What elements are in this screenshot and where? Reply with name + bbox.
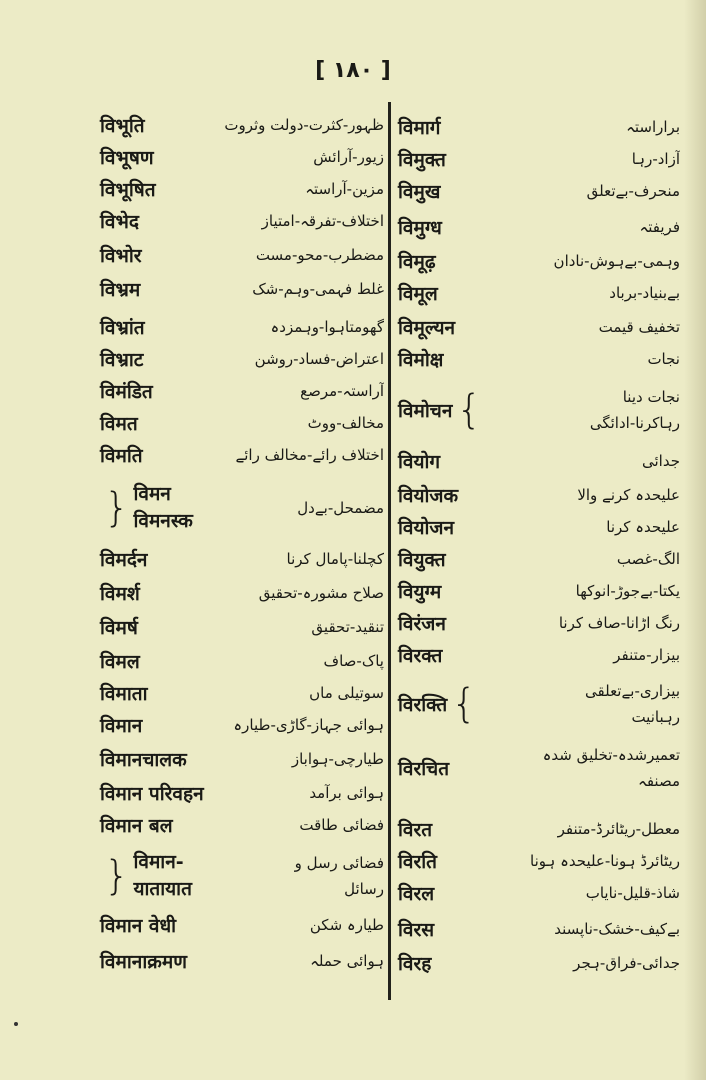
- dictionary-entry: [398, 276, 680, 310]
- headword: विमानचालक: [100, 749, 187, 771]
- headword: विरत: [398, 819, 433, 841]
- meaning: فریفتہ: [639, 218, 680, 236]
- headword-group: [133, 849, 191, 903]
- meaning: مزین-آراستہ: [305, 180, 384, 198]
- meaning: مضطرب-محو-مست: [255, 246, 384, 264]
- dictionary-entry: [398, 674, 680, 734]
- dictionary-entry: [100, 478, 384, 538]
- headword: विमनस्क: [133, 510, 193, 532]
- dictionary-entry: [100, 172, 384, 206]
- dictionary-entry: [100, 542, 384, 576]
- dictionary-entry: [398, 342, 680, 376]
- headword: विमर्श: [100, 583, 140, 605]
- dictionary-entry: [100, 576, 384, 610]
- dictionary-entry: [100, 644, 384, 678]
- dictionary-entry: [398, 638, 680, 672]
- headword: विभ्राट: [100, 349, 144, 371]
- headword: वियुक्त: [398, 549, 446, 571]
- headword: विभ्रांत: [100, 317, 145, 339]
- dictionary-entry: [398, 380, 680, 440]
- headword: वियोजक: [398, 485, 459, 507]
- meaning: کچلنا-پامال کرنا: [286, 550, 384, 568]
- meaning: فضائی طاقت: [299, 816, 384, 834]
- meaning: مضمحل-بےدل: [297, 499, 384, 517]
- headword: विमूल्यन: [398, 317, 456, 339]
- headword: विमान बल: [100, 815, 173, 837]
- meaning: مخالف-ووٹ: [307, 414, 384, 432]
- headword: विभूति: [100, 115, 145, 137]
- meaning: جدائی-فراق-ہجر: [573, 954, 680, 972]
- meaning: علیحدہ کرنے والا: [577, 486, 680, 504]
- dictionary-entry: [398, 912, 680, 946]
- dictionary-entry: [100, 676, 384, 710]
- headword: विमर्ष: [100, 617, 138, 639]
- headword: विरस: [398, 919, 435, 941]
- meaning: بےبنیاد-برباد: [609, 284, 680, 302]
- headword: विमुक्त: [398, 149, 446, 171]
- meaning-line: رہبانیت: [631, 708, 680, 726]
- dictionary-entry: [398, 876, 680, 910]
- dictionary-entry: [100, 776, 384, 810]
- meaning: شاذ-قلیل-نایاب: [585, 884, 680, 902]
- meaning: بےکیف-خشک-ناپسند: [554, 920, 680, 938]
- dictionary-entry: [100, 610, 384, 644]
- dictionary-entry: [100, 406, 384, 440]
- headword: विमूल: [398, 283, 438, 305]
- dictionary-entry: [100, 272, 384, 306]
- headword: विभूषित: [100, 179, 156, 201]
- dictionary-entry: [100, 140, 384, 174]
- meaning: آزاد-رہا: [631, 150, 680, 168]
- headword: विमोचन: [398, 400, 453, 422]
- headword: विमन: [133, 483, 171, 505]
- headword: विमंडित: [100, 381, 153, 403]
- meaning: ظہور-کثرت-دولت وثروت: [224, 116, 384, 134]
- headword: विभूषण: [100, 147, 154, 169]
- headword: विमाता: [100, 683, 148, 705]
- dictionary-entry: [100, 310, 384, 344]
- meaning: پاک-صاف: [323, 652, 384, 670]
- meaning-line: مصنفہ: [638, 772, 680, 790]
- headword: वियोजन: [398, 517, 455, 539]
- meaning: ریٹائرڈ ہونا-علیحدہ ہونا: [530, 852, 680, 870]
- dictionary-entry: [398, 844, 680, 878]
- headword: विमान-: [133, 851, 184, 873]
- headword: विमान: [100, 715, 143, 737]
- headword: विमर्दन: [100, 549, 148, 571]
- dictionary-entry: [100, 944, 384, 978]
- dictionary-entry: [100, 708, 384, 742]
- headword: विरल: [398, 883, 435, 905]
- dictionary-entry: [398, 142, 680, 176]
- meaning: ہوائی حملہ: [310, 952, 384, 970]
- headword: विभोर: [100, 245, 142, 267]
- meaning: یکتا-بےجوڑ-انوکھا: [575, 582, 680, 600]
- meaning: [486, 384, 680, 436]
- headword: विभेद: [100, 211, 139, 233]
- brace: }: [104, 853, 130, 899]
- meaning: براراستہ: [626, 118, 680, 136]
- meaning-line: فضائی رسل و: [294, 854, 384, 872]
- headword: विमल: [100, 651, 140, 673]
- brace: {: [456, 387, 482, 433]
- dictionary-entry: [398, 574, 680, 608]
- dictionary-entry: [100, 808, 384, 842]
- meaning: اعتراض-فساد-روشن: [254, 350, 384, 368]
- dictionary-entry: [398, 310, 680, 344]
- meaning: [449, 742, 680, 794]
- headword-group: [133, 481, 192, 535]
- meaning: رنگ اڑانا-صاف کرنا: [558, 614, 680, 632]
- meaning-line: رسائل: [344, 880, 384, 898]
- ink-speck: [14, 1022, 18, 1026]
- meaning-line: رہاکرنا-ادائگی: [589, 414, 680, 432]
- headword: विरंजन: [398, 613, 446, 635]
- meaning: بیزار-متنفر: [613, 646, 680, 664]
- meaning: معطل-ریٹائرڈ-متنفر: [557, 820, 680, 838]
- dictionary-entry: [398, 542, 680, 576]
- headword: विमार्ग: [398, 117, 441, 139]
- headword: विमान वेधी: [100, 915, 177, 937]
- meaning: زیور-آرائش: [313, 148, 384, 166]
- dictionary-entry: [398, 110, 680, 144]
- brace: {: [451, 681, 477, 727]
- dictionary-entry: [398, 738, 680, 798]
- dictionary-entry: [398, 210, 680, 244]
- headword: विमूढ़: [398, 251, 436, 273]
- dictionary-entry: [100, 342, 384, 376]
- dictionary-entry: [100, 238, 384, 272]
- meaning: ہوائی برآمد: [309, 784, 384, 802]
- headword: विमुख: [398, 181, 441, 203]
- headword: यातायात: [133, 878, 192, 900]
- meaning: غلط فہمی-وہم-شک: [252, 280, 384, 298]
- dictionary-entry: [398, 812, 680, 846]
- meaning: الگ-غصب: [616, 550, 680, 568]
- brace: }: [104, 485, 130, 531]
- meaning: اختلاف رائے-مخالف رائے: [235, 446, 384, 464]
- meaning: [192, 850, 384, 902]
- headword: विमोक्ष: [398, 349, 444, 371]
- meaning: گھومتاہوا-وہمزدہ: [270, 318, 384, 336]
- meaning: [481, 678, 680, 730]
- column-divider: [388, 102, 391, 1000]
- headword: वियुग्म: [398, 581, 442, 603]
- dictionary-entry: [100, 846, 384, 906]
- meaning: طیارہ شکن: [309, 916, 384, 934]
- headword: विरक्त: [398, 645, 443, 667]
- meaning: سوتیلی ماں: [309, 684, 384, 702]
- page-edge-shadow: [684, 0, 706, 1080]
- headword: विभ्रम: [100, 279, 141, 301]
- dictionary-entry: [100, 108, 384, 142]
- headword: विमान परिवहन: [100, 783, 204, 805]
- meaning: اختلاف-تفرقہ-امتیاز: [261, 212, 384, 230]
- meaning: تنقید-تحقیق: [311, 618, 384, 636]
- meaning: وہمی-بےہوش-نادان: [553, 252, 680, 270]
- meaning: صلاح مشورہ-تحقیق: [258, 584, 384, 602]
- meaning: طیارچی-ہواباز: [291, 750, 384, 768]
- meaning: منحرف-بےتعلق: [586, 182, 680, 200]
- dictionary-entry: [100, 204, 384, 238]
- meaning-line: تعمیرشدہ-تخلیق شدہ: [542, 746, 680, 764]
- headword: विरह: [398, 953, 432, 975]
- headword: विमानाक्रमण: [100, 951, 187, 973]
- meaning: علیحدہ کرنا: [606, 518, 680, 536]
- meaning-line: بیزاری-بےتعلقی: [585, 682, 680, 700]
- dictionary-entry: [398, 244, 680, 278]
- headword: विमुग्ध: [398, 217, 442, 239]
- headword: विमत: [100, 413, 138, 435]
- page-number: [ ۱۸۰ ]: [315, 58, 391, 83]
- meaning: نجات: [647, 350, 680, 368]
- meaning: ہوائی جہاز-گاڑی-طیارہ: [233, 716, 384, 734]
- dictionary-entry: [398, 444, 680, 478]
- headword: विमति: [100, 445, 143, 467]
- dictionary-entry: [100, 374, 384, 408]
- dictionary-entry: [100, 908, 384, 942]
- headword: विरचित: [398, 758, 450, 780]
- headword: वियोग: [398, 451, 441, 473]
- dictionary-entry: [398, 478, 680, 512]
- headword: विरक्ति: [398, 694, 448, 716]
- dictionary-entry: [100, 438, 384, 472]
- dictionary-entry: [100, 742, 384, 776]
- dictionary-entry: [398, 510, 680, 544]
- dictionary-entry: [398, 174, 680, 208]
- dictionary-entry: [398, 606, 680, 640]
- meaning: جدائی: [642, 452, 680, 470]
- meaning-line: نجات دینا: [622, 388, 680, 406]
- dictionary-entry: [398, 946, 680, 980]
- headword: विरति: [398, 851, 438, 873]
- meaning: آراستہ-مرصع: [300, 382, 384, 400]
- meaning: تخفیف قیمت: [598, 318, 680, 336]
